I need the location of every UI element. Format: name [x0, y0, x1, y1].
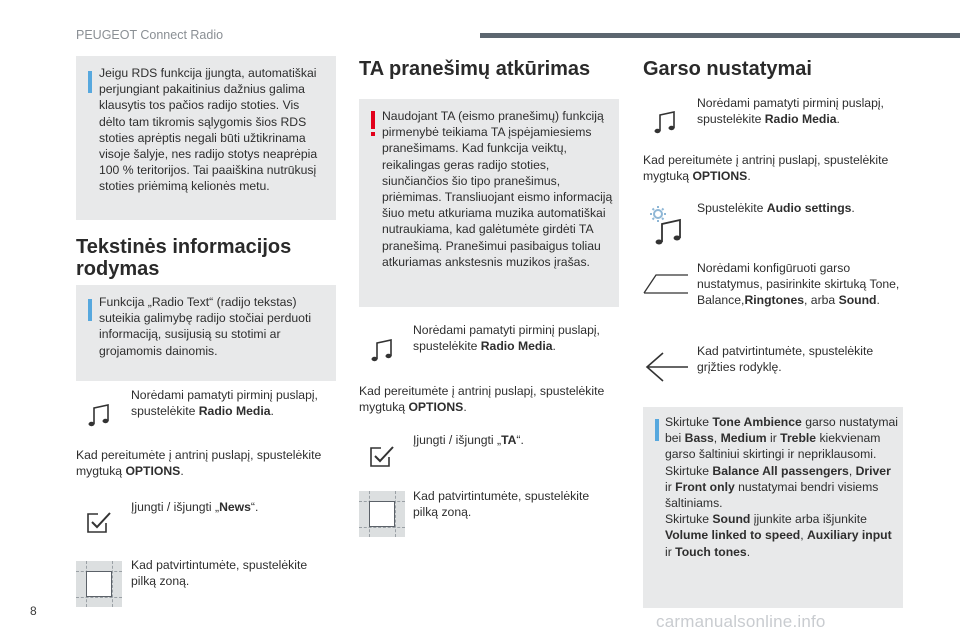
- rds-note-box: [76, 56, 336, 220]
- step-confirm-grey-zone: Kad patvirtintumėte, spustelėkite pilką zoną.: [131, 558, 308, 589]
- ta-warning-text: Naudojant TA (eismo pranešimų) funkciją pirmenybė teikiama TA įspėjamiesiems pranešimams. Kad funkcija veiktų, reikalingas geras radijo stoties, siunčiančios šio tipo pranešimus, priėmimas. Transliuojant eismo informaciją šiuo metu atkuriama muzika automatiškai nutraukiama, kad galėtumėte girdėti TA pranešimą. Pranešimui pasibaigus toliau atkuriamas ankstesnis muzikos įrašas.: [382, 109, 613, 269]
- step-select-tab: Norėdami konfigūruoti garso nustatymus, pasirinkite skirtuką Tone, Balance,Ringtones, arba Sound.: [697, 261, 900, 308]
- music-note-icon: [652, 109, 678, 135]
- header-bar: [480, 33, 960, 38]
- checkbox-icon[interactable]: [369, 444, 395, 468]
- radio-text-note-box: [76, 285, 336, 381]
- radio-text-note-text: Funkcija „Radio Text“ (radijo tekstas) suteikia galimybę radijo stočiai perduoti informaciją, susijusią su stotimi ar grojamomis dainomis.: [99, 295, 312, 358]
- checkbox-icon[interactable]: [86, 510, 112, 534]
- rds-note-text: Jeigu RDS funkcija įjungta, automatiškai perjungiant pakaitinius dažnius galima klausytis tos pačios radijo stoties. Vis dėlto tam tikromis sąlygomis šios RDS stoties aprėptis negali būti užtikrinama visoje šalyje, nes radijo stotys neaprėpia 100 % teritorijos. Tai paaiškina nutrūkusį stoties priėmimą kelionės metu.: [99, 66, 318, 194]
- warning-mark-icon: [371, 111, 375, 129]
- section-title-ta: TA pranešimų atkūrimas: [359, 58, 591, 80]
- info-mark-icon: [88, 71, 92, 93]
- step-confirm-back-arrow: Kad patvirtintumėte, spustelėkite grįžties rodyklę.: [697, 344, 874, 375]
- sound-tabs-note-box: [643, 407, 903, 608]
- step-toggle-ta: Įjungti / išjungti „TA“.: [413, 433, 524, 447]
- header-title: PEUGEOT Connect Radio: [76, 28, 224, 42]
- back-arrow-icon[interactable]: [645, 352, 689, 382]
- sound-tabs-note-text: Skirtuke Tone Ambience garso nustatymai bei Bass, Medium ir Treble kiekvienam garso šaltiniui skirtingi ir nepriklausomi. Skirtuke Balance All passengers, Driver ir Front only nustatymai bendri visiems šaltiniams. Skirtuke Sound įjunkite arba išjunkite Volume linked to speed, Auxiliary input ir Touch tones.: [665, 415, 899, 559]
- tab-select-icon[interactable]: [643, 274, 689, 294]
- section-title-sound-settings: Garso nustatymai: [643, 58, 812, 80]
- step-radio-media: Norėdami pamatyti pirminį puslapį, spustelėkite Radio Media.: [697, 96, 884, 127]
- info-mark-icon: [88, 299, 92, 321]
- watermark: carmanualsonline.info: [656, 612, 826, 631]
- grey-zone-icon[interactable]: [76, 561, 122, 607]
- step-options: Kad pereitumėte į antrinį puslapį, spustelėkite mygtuką OPTIONS.: [359, 384, 605, 415]
- audio-settings-icon[interactable]: [648, 204, 684, 246]
- step-options: Kad pereitumėte į antrinį puslapį, spustelėkite mygtuką OPTIONS.: [643, 153, 889, 184]
- info-mark-icon: [655, 419, 659, 441]
- music-note-icon: [369, 337, 395, 363]
- music-note-icon: [86, 402, 112, 428]
- step-radio-media: Norėdami pamatyti pirminį puslapį, spustelėkite Radio Media.: [131, 388, 318, 419]
- section-title-radio-text: Tekstinės informacijos rodymas: [76, 236, 292, 280]
- ta-warning-box: [359, 99, 619, 307]
- grey-zone-icon[interactable]: [359, 491, 405, 537]
- step-radio-media: Norėdami pamatyti pirminį puslapį, spustelėkite Radio Media.: [413, 323, 600, 354]
- step-confirm-grey-zone: Kad patvirtintumėte, spustelėkite pilką zoną.: [413, 489, 590, 520]
- step-audio-settings: Spustelėkite Audio settings.: [697, 201, 855, 215]
- page-number: 8: [30, 604, 37, 618]
- step-toggle-news: Įjungti / išjungti „News“.: [131, 500, 259, 514]
- step-options: Kad pereitumėte į antrinį puslapį, spustelėkite mygtuką OPTIONS.: [76, 448, 322, 479]
